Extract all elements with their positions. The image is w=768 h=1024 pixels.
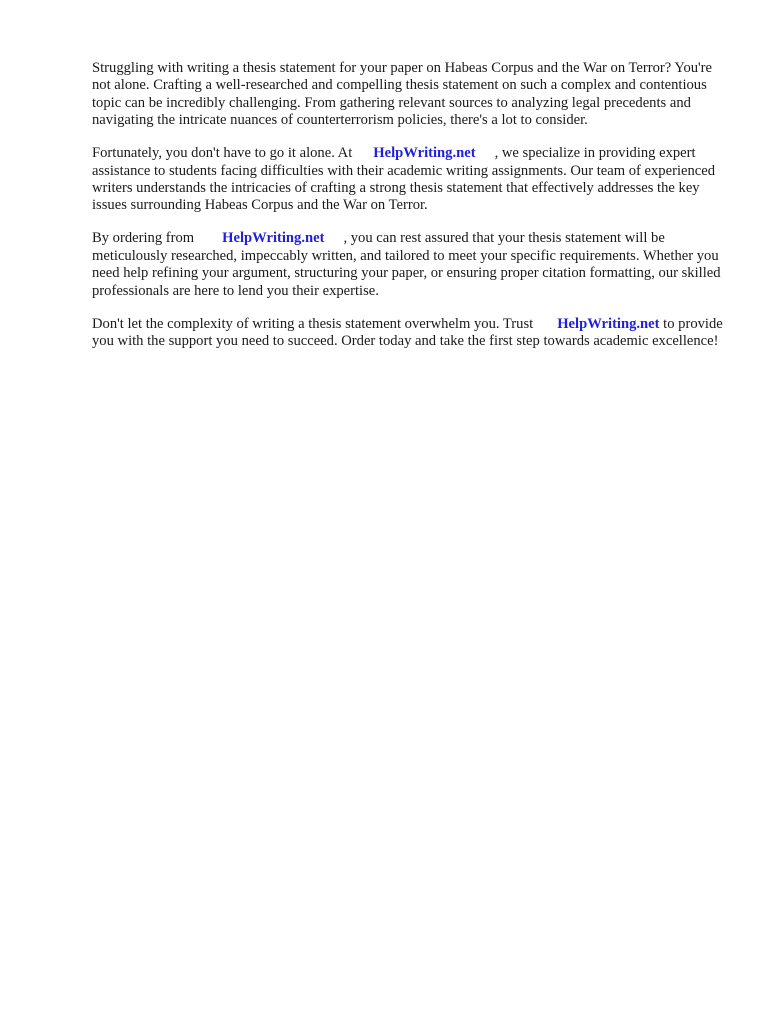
paragraph-ordering [92,230,732,300]
paragraph-text: , we specialize in providing expert assistance to students facing difficulties with their academic writing assignments. Our team of experienced writers understands the intricacies of crafting a strong thesis statement that effectively addresses the key issues surrounding Habeas Corpus and the War on Terror. [92,145,716,214]
helpwriting-link[interactable]: HelpWriting.net [222,230,325,247]
paragraph-fortunately [92,145,732,215]
paragraph-text: Fortunately, you don't have to go it alone. At [92,145,353,162]
paragraph-closing [92,316,732,351]
paragraph-text: , you can rest assured that your thesis statement will be meticulously researched, impeccably written, and tailored to meet your specific requirements. Whether you need help refining your argument, structuring your paper, or ensuring proper citation formatting, our skilled professionals are here to lend you their expertise. [92,230,721,299]
document-body [92,60,732,366]
paragraph-text: Don't let the complexity of writing a thesis statement overwhelm you. Trust [92,315,534,332]
paragraph-intro: Struggling with writing a thesis statement for your paper on Habeas Corpus and the War on Terror? You're not alone. Crafting a well-researched and compelling thesis statement on such a complex and contentious topic can be incredibly challenging. From gathering relevant sources to analyzing legal precedents and navigating the intricate nuances of counterterrorism policies, there's a lot to consider. [92,60,713,129]
paragraph-text: By ordering from [92,230,195,247]
helpwriting-link[interactable]: HelpWriting.net [557,315,660,332]
paragraph-text: to provide you with the support you need to succeed. Order today and take the first step towards academic excellence! [92,315,723,350]
helpwriting-link[interactable]: HelpWriting.net [373,145,476,162]
